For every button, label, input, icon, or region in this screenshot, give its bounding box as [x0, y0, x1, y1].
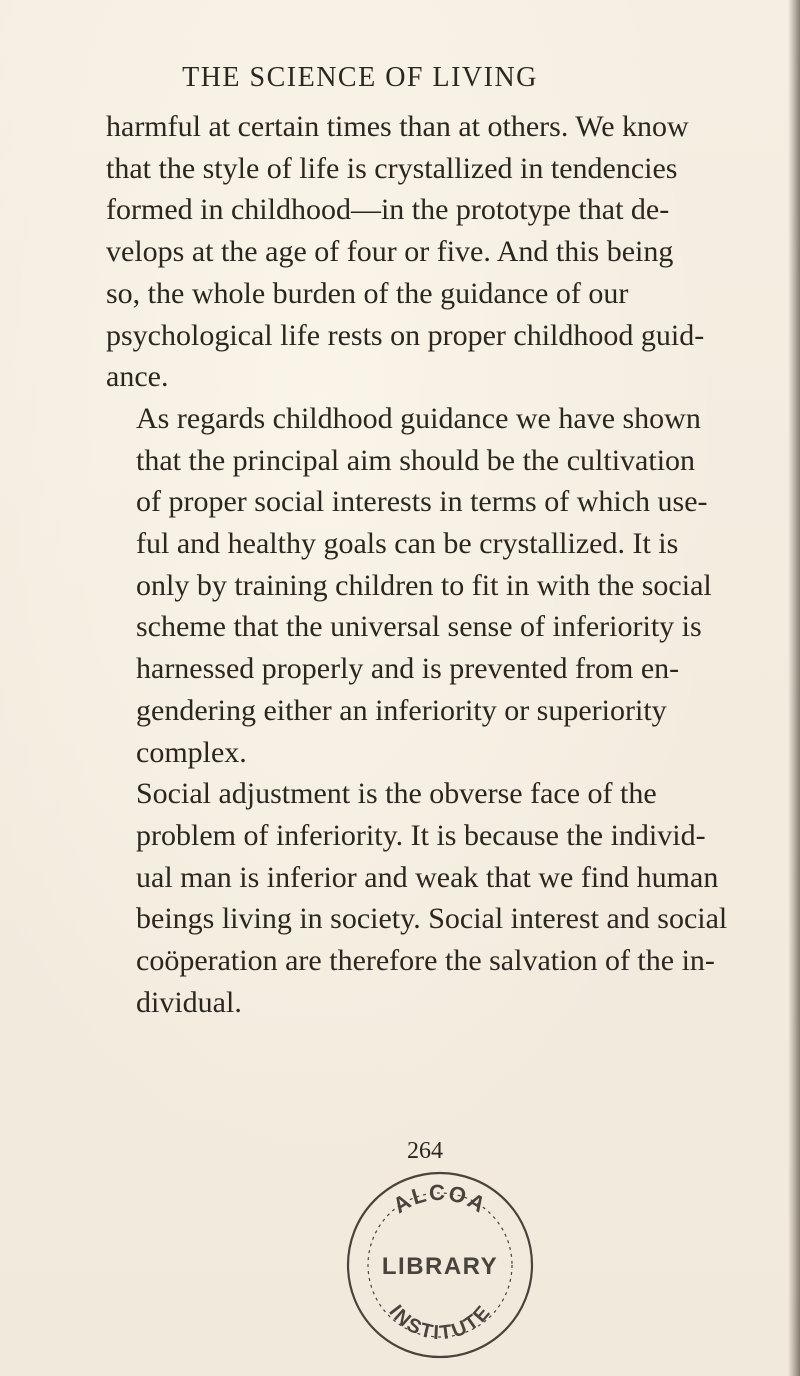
text-line: of proper social interests in terms of which use-	[136, 485, 708, 519]
stamp-top-text: ALCOA	[388, 1179, 492, 1219]
text-line: velops at the age of four or five. And this being	[106, 235, 674, 269]
stamp-bottom-text: INSTITUTE	[384, 1300, 496, 1345]
text-line: problem of inferiority. It is because the individ-	[136, 818, 706, 852]
text-line: harmful at certain times than at others. We know	[106, 110, 689, 143]
text-line: only by training children to fit in with the social	[136, 568, 712, 602]
text-line: formed in childhood—in the prototype that de-	[106, 193, 670, 227]
text-line: that the style of life is crystallized in tendencies	[106, 151, 678, 185]
library-stamp	[340, 1165, 540, 1365]
text-line: coöperation are therefore the salvation of the in-	[136, 944, 715, 978]
text-line: ful and healthy goals can be crystallized. It is	[136, 527, 679, 561]
text-line: gendering either an inferiority or superiority	[136, 693, 667, 727]
text-line: psychological life rests on proper childhood guid-	[106, 318, 705, 352]
body-text	[106, 106, 728, 1023]
text-line: As regards childhood guidance we have shown	[136, 401, 701, 435]
text-line: complex.	[136, 735, 247, 769]
text-line: scheme that the universal sense of inferiority is	[136, 610, 702, 644]
paragraph	[106, 773, 728, 1023]
page-edge-shadow	[788, 0, 800, 1376]
text-line: ual man is inferior and weak that we find human	[136, 860, 719, 894]
paragraph	[106, 398, 716, 773]
paragraph	[106, 106, 716, 398]
text-line: that the principal aim should be the cultivation	[136, 443, 696, 477]
page-number: 264	[407, 1138, 443, 1164]
text-line: harnessed properly and is prevented from en-	[136, 652, 680, 686]
text-line: so, the whole burden of the guidance of our	[106, 276, 629, 310]
text-line: beings living in society. Social interest and social	[136, 902, 728, 936]
text-line: ance.	[106, 360, 169, 394]
text-line: dividual.	[136, 985, 242, 1019]
text-line: Social adjustment is the obverse face of the	[136, 777, 657, 811]
running-head: THE SCIENCE OF LIVING	[182, 62, 538, 93]
stamp-center-text: LIBRARY	[381, 1253, 499, 1280]
